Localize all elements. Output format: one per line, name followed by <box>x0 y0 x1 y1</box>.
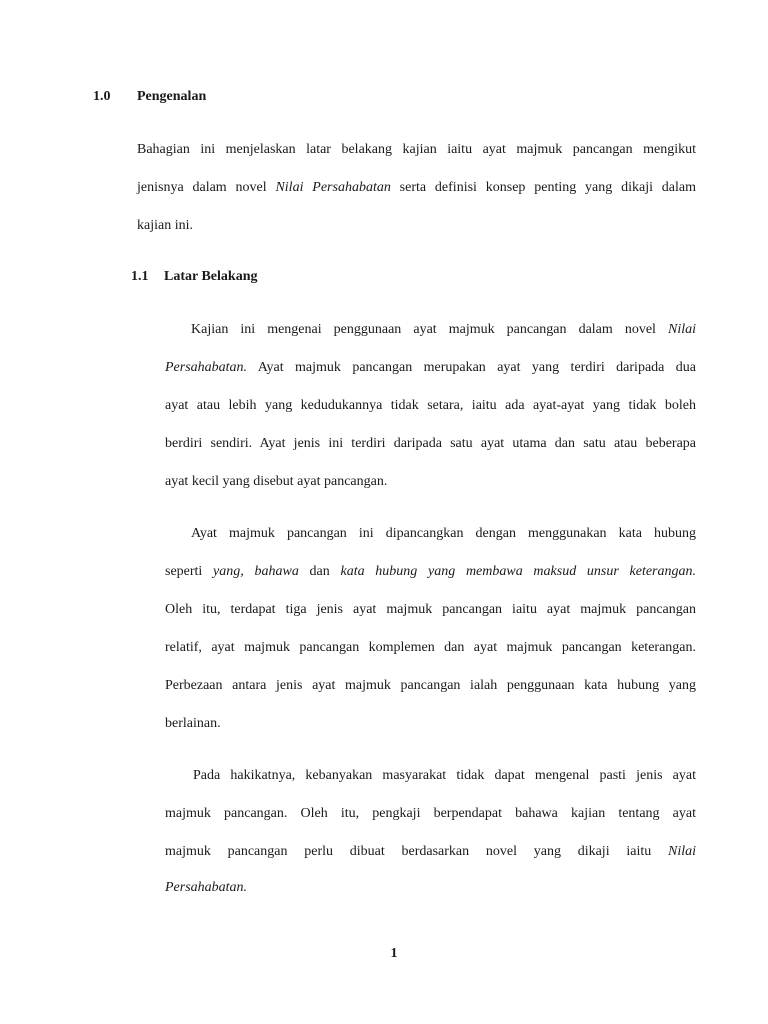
para1-line-1-text: Kajian ini mengenai penggunaan ayat majmuk pancangan dalam novel <box>191 322 668 337</box>
para1-line-2 <box>165 359 696 377</box>
para3-line-4: Persahabatan. <box>165 880 248 895</box>
para2-line-6: berlainan. <box>165 716 221 731</box>
intro-line-2-text-b: serta definisi konsep penting yang dikaji dalam <box>390 180 697 195</box>
page-number: 1 <box>390 946 398 961</box>
para1-line-3: ayat atau lebih yang kedudukannya tidak setara, iaitu ada ayat-ayat yang tidak boleh <box>165 398 696 413</box>
para2-line-2 <box>165 563 696 581</box>
para3-line-3-text: majmuk pancangan perlu dibuat berdasarkan novel yang dikaji iaitu <box>165 844 668 859</box>
para2-line-2-italic-b: kata hubung yang membawa maksud unsur keterangan. <box>340 564 697 579</box>
para2-line-1: Ayat majmuk pancangan ini dipancangkan dengan menggunakan kata hubung <box>191 526 696 541</box>
intro-line-2 <box>137 179 696 197</box>
para1-line-1-italic: Nilai <box>667 322 696 337</box>
para1-line-5: ayat kecil yang disebut ayat pancangan. <box>165 474 388 489</box>
intro-line-2-text-a: jenisnya dalam novel <box>137 180 276 195</box>
intro-line-3: kajian ini. <box>137 218 193 233</box>
para2-line-3: Oleh itu, terdapat tiga jenis ayat majmuk pancangan iaitu ayat majmuk pancangan <box>165 602 696 617</box>
para3-line-3 <box>165 843 696 861</box>
para1-line-4: berdiri sendiri. Ayat jenis ini terdiri daripada satu ayat utama dan satu atau beberapa <box>165 436 696 451</box>
para2-line-4: relatif, ayat majmuk pancangan komplemen dan ayat majmuk pancangan keterangan. <box>165 640 696 655</box>
para3-line-3-italic: Nilai <box>667 844 696 859</box>
section-title-latar-belakang: Latar Belakang <box>164 269 258 284</box>
section-number-1-1: 1.1 <box>131 269 149 284</box>
para2-line-2-italic-a: yang, bahawa <box>213 564 299 579</box>
para1-line-2-text: Ayat majmuk pancangan merupakan ayat yang terdiri daripada dua <box>247 360 696 375</box>
para1-line-1 <box>191 321 696 339</box>
para1-line-2-italic: Persahabatan. <box>165 360 248 375</box>
para2-line-2-text-a: seperti <box>165 564 214 579</box>
intro-line-1: Bahagian ini menjelaskan latar belakang kajian iaitu ayat majmuk pancangan mengikut <box>137 142 696 157</box>
para3-line-1: Pada hakikatnya, kebanyakan masyarakat tidak dapat mengenal pasti jenis ayat <box>193 768 696 783</box>
para3-line-2: majmuk pancangan. Oleh itu, pengkaji berpendapat bahawa kajian tentang ayat <box>165 806 696 821</box>
novel-title-italic: Nilai Persahabatan <box>275 180 391 195</box>
section-title-pengenalan: Pengenalan <box>137 89 207 104</box>
para2-line-5: Perbezaan antara jenis ayat majmuk pancangan ialah penggunaan kata hubung yang <box>165 678 696 693</box>
para2-line-2-text-b: dan <box>298 564 341 579</box>
section-number-1-0: 1.0 <box>93 89 111 104</box>
